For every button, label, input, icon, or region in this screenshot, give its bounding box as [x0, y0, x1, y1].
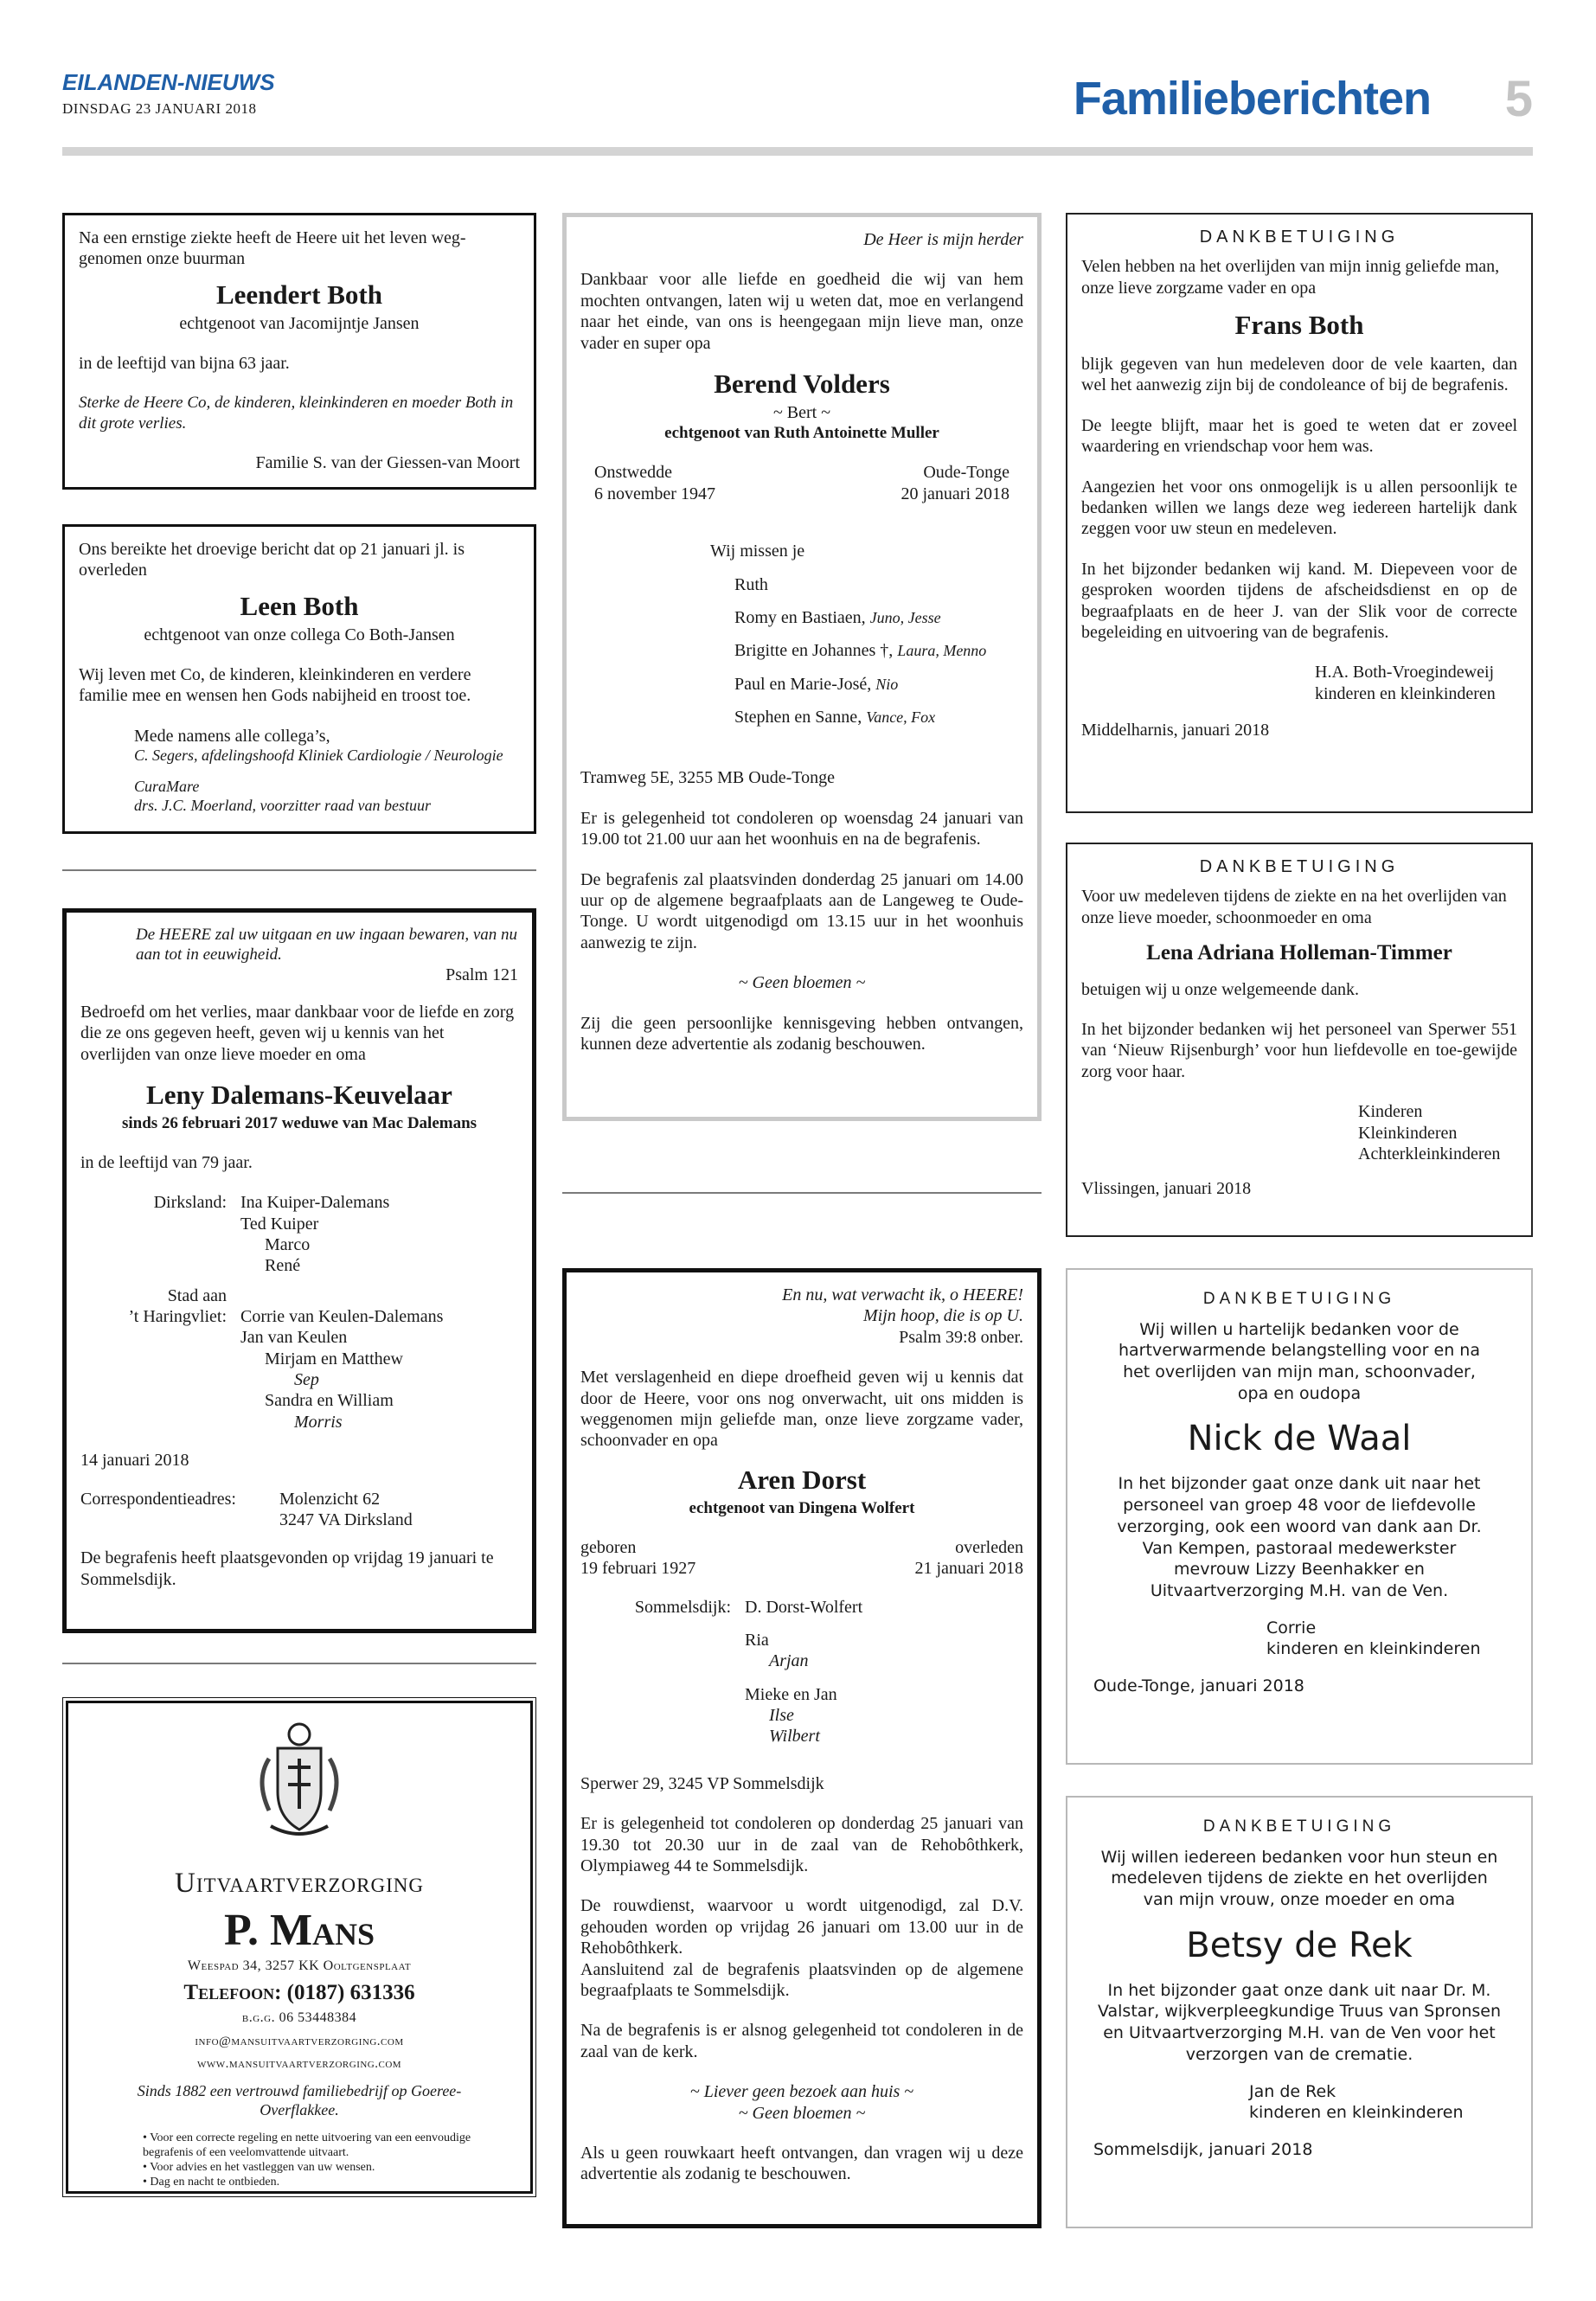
ad-intro: Na een ernstige ziekte heeft de Heere uit het leven weg-genomen onze buurman	[79, 228, 466, 269]
company-name: P. Mans	[223, 1905, 375, 1955]
service-info: De rouwdienst, waarvoor u wordt uitgenodigd, zal D.V. gehouden worden op vrijdag 26 januari om 13.00 uur in de Rehobôthkerk.	[580, 1896, 1023, 1958]
died-label: overleden	[955, 1537, 1023, 1557]
family-member: Sep	[294, 1370, 319, 1390]
publication-date: DINSDAG 23 JANUARI 2018	[62, 100, 257, 117]
nickname: ~ Bert ~	[772, 402, 831, 422]
death-place: Oude-Tonge	[923, 463, 1010, 483]
wish-line: Sterke de Heere Co, de kinderen, kleinkinderen en moeder Both in dit grote verlies.	[79, 394, 514, 433]
correspondence-city: 3247 VA Dirksland	[279, 1509, 413, 1529]
page-number: 5	[1504, 71, 1533, 127]
deceased-name: Nick de Waal	[1187, 1419, 1412, 1459]
deceased-name: Betsy de Rek	[1186, 1925, 1413, 1965]
ad-heading: DANKBETUIGING	[1202, 1817, 1396, 1836]
place-label: Sommelsdijk:	[634, 1597, 731, 1617]
family-member	[734, 574, 1023, 595]
ad-intro: Velen hebben na het overlijden van mijn innig geliefde man, onze lieve zorgzame vader en opa	[1081, 257, 1500, 298]
newspaper-logo: EILANDEN-NIEUWS	[62, 69, 275, 95]
service-item: • Voor een correcte regeling en nette uitvoering van een eenvoudige begrafenis of een veelomvattende uitvaart.	[143, 2131, 516, 2160]
ad-intro: Wij willen iedereen bedanken voor hun steun en medeleven tijdens de ziekte en het overlijden van mijn vrouw, onze moeder en oma	[1100, 1847, 1498, 1910]
notice-note: Als u geen rouwkaart heeft ontvangen, dan vragen wij u deze advertentie als zodanig te beschouwen.	[580, 2143, 1023, 2184]
ad-uitvaart-mans	[66, 1701, 533, 2194]
family-member: Ina Kuiper-Dalemans	[240, 1193, 390, 1213]
company-website[interactable]: www.mansuitvaartverzorging.com	[196, 2056, 402, 2071]
service-item: • Dag en nacht te ontbieden.	[143, 2175, 516, 2189]
family-member	[734, 707, 1023, 727]
place-label-line: Stad aan	[167, 1285, 227, 1305]
family-names: Paul en Marie-José,	[734, 674, 872, 694]
family-member: Marco	[265, 1235, 311, 1255]
family-names: Stephen en Sanne,	[734, 708, 862, 727]
column-divider	[62, 1663, 536, 1664]
family-member: D. Dorst-Wolfert	[745, 1597, 863, 1617]
deceased-name: Aren Dorst	[737, 1464, 867, 1495]
birth-date: 6 november 1947	[594, 484, 715, 503]
ad-frans-both	[1066, 213, 1533, 813]
died-date: 21 januari 2018	[914, 1559, 1023, 1579]
family-kids: Juno, Jesse	[869, 608, 941, 626]
ad-text: Wij leven met Co, de kinderen, kleinkinderen en verdere familie mee en wensen hen Gods nabijheid en troost toe.	[79, 664, 471, 706]
ad-intro: Dankbaar voor alle liefde en goedheid die wij van hem mochten ontvangen, laten wij u weten dat, moe en verlangend naar het einde, van ons is heengegaan mijn lieve man, onze vader en super opa	[580, 270, 1023, 353]
flowers-note: ~ Geen bloemen ~	[738, 973, 866, 993]
ad-place-date: Middelharnis, januari 2018	[1081, 721, 1270, 740]
ad-betsy-de-rek	[1066, 1796, 1533, 2228]
company-type: Uitvaartverzorging	[175, 1868, 424, 1900]
born-date: 19 februari 1927	[580, 1559, 696, 1579]
correspondence-street: Molenzicht 62	[279, 1489, 381, 1509]
section-title: Familieberichten	[1073, 73, 1431, 125]
funeral-info: De begrafenis zal plaatsvinden donderdag 25 januari om 14.00 uur op de algemene begraafplaats aan de Langeweg te Oude-Tonge. U wordt uitgenodigd om 13.15 uur in het woonhuis aanwezig te zijn.	[580, 869, 1023, 952]
ad-leen-both	[62, 524, 536, 834]
signature-line: Kinderen	[1358, 1102, 1423, 1122]
ad-berend-volders	[562, 213, 1042, 1121]
family-kids: Laura, Menno	[897, 642, 987, 660]
signature-line: H.A. Both-Vroegindeweij	[1315, 663, 1495, 683]
age-line: in de leeftijd van bijna 63 jaar.	[79, 353, 290, 373]
correspondence	[80, 1489, 518, 1531]
ad-lena-holleman	[1066, 843, 1533, 1237]
deceased-name: Frans Both	[1234, 310, 1364, 341]
family-list	[580, 541, 1023, 727]
signature-line: kinderen en kleinkinderen	[1315, 683, 1496, 703]
ad-aren-dorst	[562, 1268, 1042, 2228]
visit-note: ~ Liever geen bezoek aan huis ~	[689, 2082, 914, 2102]
funeral-director-ad	[82, 1715, 516, 2189]
ad-paragraph: In het bijzonder gaat onze dank uit naar Dr. M. Valstar, wijkverpleegkundige Truus van Spronsen en Uitvaartverzorging M.H. van de Ven voor het verzorgen van de crematie.	[1097, 1980, 1501, 2064]
masthead	[62, 69, 1533, 156]
deceased-name: Leendert Both	[215, 279, 382, 310]
place-label: Dirksland:	[153, 1193, 227, 1213]
place-label-line: ’t Haringvliet:	[128, 1307, 227, 1327]
signature-line: Jan de Rek	[1249, 2081, 1336, 2101]
ad-leendert-both	[62, 213, 536, 490]
signature-line: kinderen en kleinkinderen	[1249, 2103, 1464, 2123]
ad-heading: DANKBETUIGING	[1202, 1290, 1396, 1308]
family-member: Ria	[745, 1630, 769, 1650]
ad-intro: Wij willen u hartelijk bedanken voor de hartverwarmende belangstelling voor en na het overlijden van mijn man, schoonvader, opa en oudopa	[1118, 1319, 1480, 1403]
signature-line: CuraMare	[134, 778, 200, 796]
ad-nick-de-waal	[1066, 1268, 1533, 1765]
service-item: • Voor advies en het vastleggen van uw wensen.	[143, 2160, 516, 2175]
verse-reference: Psalm 121	[445, 965, 518, 985]
coat-of-arms-icon	[243, 1715, 356, 1845]
ad-paragraph: In het bijzonder gaat onze dank uit naar het personeel van groep 48 voor de liefdevolle verzorging, ook een woord van dank aan Dr. Van Kempen, pastoraal medewerkster mevrouw Lizzy Beenhakker en Uitvaartverzorging M.H. van de Ven.	[1117, 1474, 1482, 1600]
ad-intro: Voor uw medeleven tijdens de ziekte en na het overlijden van onze lieve moeder, schoonmoeder en oma	[1081, 887, 1507, 927]
family-list	[580, 1597, 1023, 1747]
ad-paragraph: In het bijzonder bedanken wij het personeel van Sperwer 551 van ‘Nieuw Rijsenburgh’ voor hun liefdevolle en toe-gewijde zorg voor haar.	[1081, 1020, 1517, 1081]
flowers-note: ~ Geen bloemen ~	[738, 2103, 866, 2123]
signature-line: Corrie	[1266, 1618, 1317, 1638]
ad-paragraph: De leegte blijft, maar het is goed te weten dat er zoveel waardering en vriendschap voor hem was.	[1081, 415, 1517, 457]
family-member: Wilbert	[769, 1727, 820, 1747]
verse-reference: Psalm 39:8 onber.	[899, 1327, 1023, 1347]
notice-note: Zij die geen persoonlijke kennisgeving hebben ontvangen, kunnen deze advertentie als zodanig beschouwen.	[580, 1013, 1023, 1054]
family-names: Romy en Bastiaen,	[734, 607, 866, 627]
condolence-info: Er is gelegenheid tot condoleren op woensdag 24 januari van 19.00 tot 21.00 uur aan het woonhuis en na de begrafenis.	[580, 808, 1023, 849]
bible-verse: De Heer is mijn herder	[863, 230, 1023, 249]
column-divider	[562, 1192, 1042, 1194]
bible-verse-line: Mijn hoop, die is op U.	[863, 1306, 1023, 1326]
burial-info: Aansluitend zal de begrafenis plaatsvinden op de algemene begraafplaats te Sommelsdijk.	[580, 1959, 1023, 2000]
family-member: Ilse	[769, 1706, 794, 1726]
signature: Familie S. van der Giessen-van Moort	[255, 452, 520, 472]
ad-place-date: Vlissingen, januari 2018	[1081, 1179, 1252, 1199]
funeral-info: De begrafenis heeft plaatsgevonden op vrijdag 19 januari te Sommelsdijk.	[80, 1548, 494, 1589]
ad-intro: Bedroefd om het verlies, maar dankbaar voor de liefde en zorg die ze ons gegeven heeft, geven wij u kennis van het overlijden van onze lieve moeder en oma	[80, 1002, 515, 1064]
ad-place-date: Sommelsdijk, januari 2018	[1093, 2139, 1313, 2159]
family-list	[80, 1192, 518, 1433]
spouse-line: echtgenoot van Jacomijntje Jansen	[179, 313, 420, 333]
family-member: Mieke en Jan	[745, 1684, 837, 1704]
company-alt-phone: b.g.g. 06 53448384	[241, 2010, 357, 2026]
home-address: Tramweg 5E, 3255 MB Oude-Tonge	[580, 768, 835, 788]
family-member	[734, 674, 1023, 695]
family-kids: Vance, Fox	[866, 708, 936, 727]
company-phone: Telefoon: (0187) 631336	[183, 1980, 415, 2004]
deceased-name: Lena Adriana Holleman-Timmer	[1146, 941, 1452, 965]
signature-line: C. Segers, afdelingshoofd Kliniek Cardiologie / Neurologie	[134, 747, 503, 765]
family-member: Mirjam en Matthew	[265, 1349, 403, 1368]
deceased-name: Berend Volders	[714, 368, 890, 399]
bible-verse: De HEERE zal uw uitgaan en uw ingaan bewaren, van nu aan tot in eeuwigheid.	[136, 926, 517, 965]
ad-paragraph: blijk gegeven van hun medeleven door de vele kaarten, dan wel het aanwezig zijn bij de condoleance of bij de begrafenis.	[1081, 354, 1517, 395]
correspondence-label: Correspondentieadres:	[80, 1489, 236, 1509]
header-divider	[62, 147, 1533, 156]
home-address: Sperwer 29, 3245 VP Sommelsdijk	[580, 1773, 824, 1793]
ad-date: 14 januari 2018	[80, 1451, 189, 1471]
signature-line: Kleinkinderen	[1358, 1123, 1458, 1143]
company-address: Weespad 34, 3257 KK Ooltgensplaat	[187, 1958, 412, 1974]
family-member: Sandra en William	[265, 1391, 394, 1411]
ad-paragraph: In het bijzonder bedanken wij kand. M. Diepeveen voor de gesproken woorden tijdens de afscheidsdienst en op de begraafplaats en de heer J. van der Slik voor de correcte begeleiding en uitvoering van de begrafenis.	[1081, 559, 1517, 642]
column-divider	[62, 869, 536, 871]
bible-verse-line: En nu, wat verwacht ik, o HEERE!	[782, 1285, 1023, 1304]
ad-intro: Ons bereikte het droevige bericht dat op 21 januari jl. is overleden	[79, 540, 465, 580]
family-member: Arjan	[769, 1651, 809, 1671]
ad-intro: Met verslagenheid en diepe droefheid geven wij u kennis dat door de Heere, voor ons nog onverwacht, uit ons midden is weggenomen mijn geliefde man, onze lieve zorgzame vader, schoonvader en opa	[580, 1368, 1023, 1451]
ad-paragraph: betuigen wij u onze welgemeende dank.	[1081, 979, 1359, 999]
ad-heading: DANKBETUIGING	[1199, 857, 1400, 876]
widow-line: sinds 26 februari 2017 weduwe van Mac Dalemans	[121, 1113, 478, 1132]
deceased-name: Leny Dalemans-Keuvelaar	[146, 1079, 452, 1110]
family-member	[734, 640, 1023, 661]
place-label	[80, 1285, 240, 1433]
signature-line: Mede namens alle collega’s,	[134, 726, 330, 746]
family-member: René	[265, 1256, 301, 1276]
miss-line: Wij missen je	[710, 542, 805, 561]
born-label: geboren	[580, 1537, 637, 1557]
birth-place: Onstwedde	[594, 463, 672, 483]
family-member	[734, 607, 1023, 628]
after-info: Na de begrafenis is er alsnog gelegenheid tot condoleren in de zaal van de kerk.	[580, 2021, 1023, 2061]
deceased-name: Leen Both	[240, 590, 359, 621]
family-member: Morris	[294, 1412, 343, 1432]
spouse-line: echtgenoot van Dingena Wolfert	[689, 1498, 915, 1517]
spouse-line: echtgenoot van Ruth Antoinette Muller	[664, 424, 939, 443]
family-names: Ruth	[734, 574, 768, 594]
signature-line: kinderen en kleinkinderen	[1266, 1639, 1481, 1659]
company-email[interactable]: info@mansuitvaartverzorging.com	[195, 2034, 404, 2048]
ad-paragraph: Aangezien het voor ons onmogelijk is u allen persoonlijk te bedanken willen we langs deze weg iedereen hartelijk dank zeggen voor uw steun en medeleven.	[1081, 477, 1517, 539]
family-member: Corrie van Keulen-Dalemans	[240, 1306, 444, 1326]
company-tagline: Sinds 1882 een vertrouwd familiebedrijf op Goeree-Overflakkee.	[137, 2082, 462, 2119]
signature-line: Achterkleinkinderen	[1358, 1144, 1501, 1164]
life-dates	[580, 1537, 1023, 1580]
ad-leny-dalemans	[62, 908, 536, 1633]
signature-line: drs. J.C. Moerland, voorzitter raad van bestuur	[134, 797, 431, 815]
life-dates	[580, 462, 1023, 504]
service-list	[82, 2131, 516, 2189]
spouse-line: echtgenoot van onze collega Co Both-Jansen	[144, 625, 455, 644]
ad-place-date: Oude-Tonge, januari 2018	[1093, 1676, 1304, 1695]
family-member: Ted Kuiper	[240, 1214, 319, 1234]
family-names: Brigitte en Johannes †,	[734, 641, 894, 661]
condolence-info: Er is gelegenheid tot condoleren op donderdag 25 januari van 19.30 tot 20.30 uur in de zaal van de Rehobôthkerk, Olympiaweg 44 te Sommelsdijk.	[580, 1814, 1023, 1876]
age-line: in de leeftijd van 79 jaar.	[80, 1152, 253, 1172]
ad-heading: DANKBETUIGING	[1199, 228, 1400, 247]
family-kids: Nio	[875, 675, 899, 693]
death-date: 20 januari 2018	[901, 484, 1010, 503]
family-member: Jan van Keulen	[240, 1328, 348, 1348]
